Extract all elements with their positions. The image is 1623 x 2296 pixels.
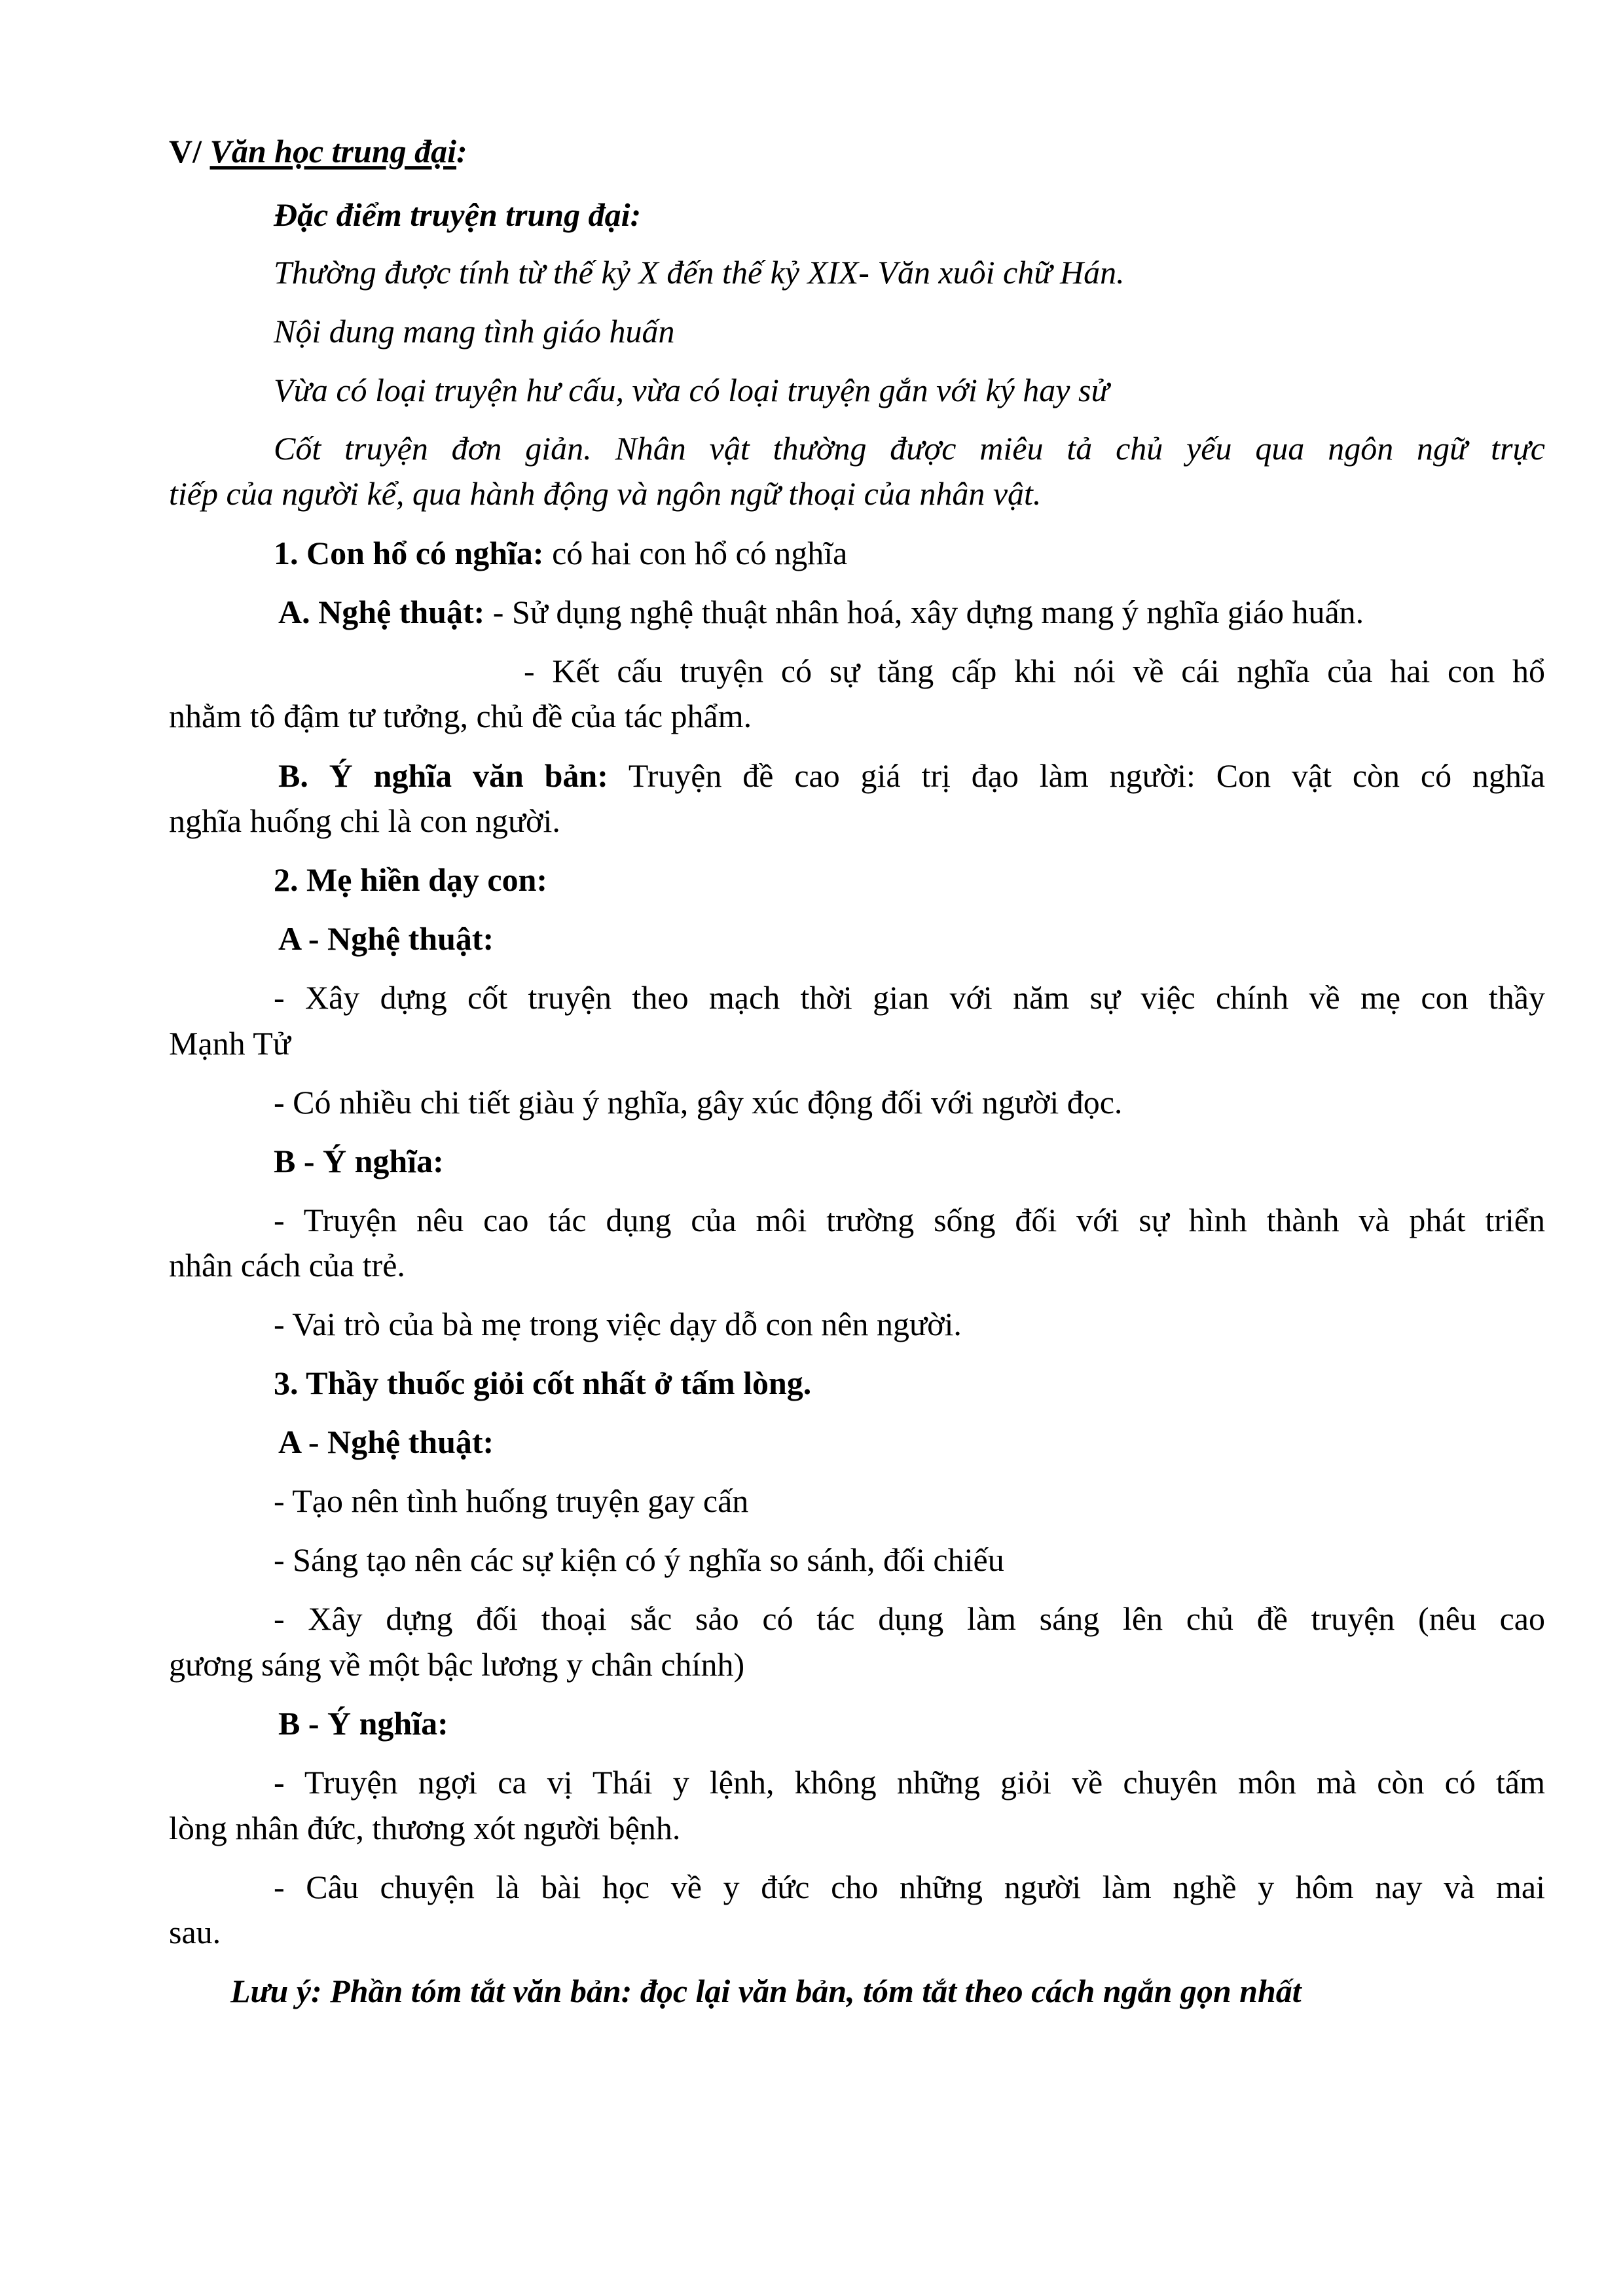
section-title — [169, 130, 467, 173]
story1-subtitle: có hai con hổ có nghĩa — [543, 535, 848, 571]
story3-art-label: A - Nghệ thuật: — [278, 1424, 494, 1460]
story1-art-text2-cont: nhằm tô đậm tư tưởng, chủ đề của tác phẩm. — [169, 698, 752, 734]
feature-line: Cốt truyện đơn giản. Nhân vật thường được miêu tả chủ yếu qua ngôn ngữ trực — [274, 430, 1545, 467]
story2-meaning-item: - Truyện nêu cao tác dụng của môi trường sống đối với sự hình thành và phát triển — [274, 1202, 1545, 1238]
story2-meaning-item-cont: nhân cách của trẻ. — [169, 1247, 405, 1283]
story3-meaning-item: - Câu chuyện là bài học về y đức cho những người làm nghề y hôm nay và mai — [274, 1869, 1545, 1905]
note: Lưu ý: Phần tóm tắt văn bản: đọc lại văn bản, tóm tắt theo cách ngắn gọn nhất — [230, 1973, 1302, 2009]
feature-line: Nội dung mang tình giáo huấn — [274, 313, 675, 350]
story1-meaning-label: B. Ý nghĩa văn bản: — [278, 757, 608, 794]
story1-meaning-line — [278, 754, 1545, 797]
story3-meaning-item-cont: lòng nhân đức, thương xót người bệnh. — [169, 1810, 681, 1846]
story2-meaning-item: - Vai trò của bà mẹ trong việc dạy dỗ con nên người. — [274, 1306, 962, 1342]
story3-art-item-cont: gương sáng về một bậc lương y chân chính) — [169, 1646, 745, 1683]
feature-line: tiếp của người kể, qua hành động và ngôn ngữ thoại của nhân vật. — [169, 475, 1042, 512]
story1-art-label: A. Nghệ thuật: — [278, 594, 485, 630]
story3-meaning-item: - Truyện ngợi ca vị Thái y lệnh, không những giỏi về chuyên môn mà còn có tấm — [274, 1764, 1545, 1801]
story3-art-item: - Xây dựng đối thoại sắc sảo có tác dụng làm sáng lên chủ đề truyện (nêu cao — [274, 1600, 1545, 1637]
story3-meaning-label: B - Ý nghĩa: — [278, 1705, 448, 1742]
feature-line: Vừa có loại truyện hư cấu, vừa có loại truyện gắn với ký hay sử — [274, 372, 1109, 408]
story2-art-item: - Xây dựng cốt truyện theo mạch thời gian với năm sự việc chính về mẹ con thầy — [274, 979, 1545, 1016]
section-title-colon: : — [456, 133, 467, 170]
story1-art-line — [278, 590, 1364, 634]
story1-art-text2: - Kết cấu truyện có sự tăng cấp khi nói về cái nghĩa của hai con hổ — [524, 653, 1545, 689]
feature-line: Thường được tính từ thế kỷ X đến thế kỷ XIX- Văn xuôi chữ Hán. — [274, 254, 1125, 291]
story1-title: 1. Con hổ có nghĩa: — [274, 535, 544, 571]
story3-art-item: - Tạo nên tình huống truyện gay cấn — [274, 1482, 749, 1519]
story2-title: 2. Mẹ hiền dạy con: — [274, 861, 548, 898]
story2-art-item-cont: Mạnh Tử — [169, 1025, 291, 1062]
section-number: V/ — [169, 133, 210, 170]
story3-art-item: - Sáng tạo nên các sự kiện có ý nghĩa so sánh, đối chiếu — [274, 1541, 1004, 1578]
section-title-text: Văn học trung đại — [210, 133, 457, 170]
story3-title: 3. Thầy thuốc giỏi cốt nhất ở tấm lòng. — [274, 1365, 812, 1401]
story2-meaning-label: B - Ý nghĩa: — [274, 1143, 444, 1179]
story1-meaning-cont: nghĩa huống chi là con người. — [169, 802, 560, 839]
story2-art-item: - Có nhiều chi tiết giàu ý nghĩa, gây xúc động đối với người đọc. — [274, 1084, 1123, 1121]
story1-art-text: - Sử dụng nghệ thuật nhân hoá, xây dựng mang ý nghĩa giáo huấn. — [484, 594, 1364, 630]
story1-meaning-text: Truyện đề cao giá trị đạo làm người: Con vật còn có nghĩa — [608, 757, 1545, 794]
story3-meaning-item-cont: sau. — [169, 1914, 221, 1950]
features-heading: Đặc điểm truyện trung đại: — [274, 196, 642, 233]
story1-title-line — [274, 531, 847, 575]
story2-art-label: A - Nghệ thuật: — [278, 920, 494, 957]
